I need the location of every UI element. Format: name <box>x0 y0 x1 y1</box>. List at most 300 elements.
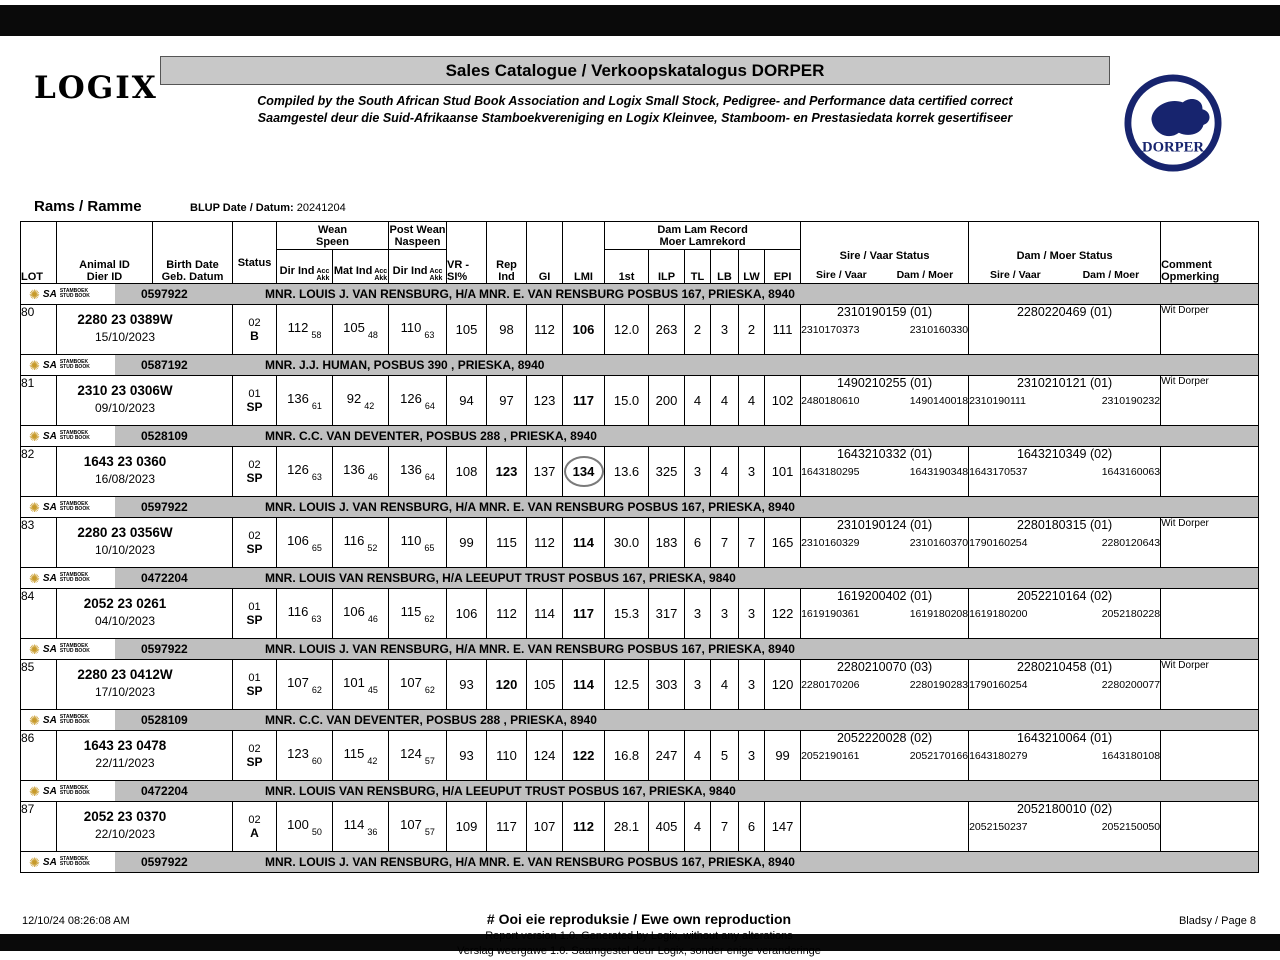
subtitle-af: Saamgestel deur die Suid-Afrikaanse Stamboekvereniging en Logix Kleinvee, Stamboom- en Prestasiedata korrek gesertifiseer <box>257 111 1013 125</box>
lot-number: 80 <box>21 305 57 355</box>
wean-mat-acc: 42 <box>367 756 378 766</box>
wean-dir-acc: 65 <box>311 543 322 553</box>
status-cell <box>233 731 277 781</box>
rep-ind-value: 110 <box>496 748 517 763</box>
status-code: 01 <box>248 600 261 613</box>
sa-studbook-logo: ✺ SA STAMBOEK STUD BOOK <box>21 781 115 801</box>
tl-value: 6 <box>685 518 711 568</box>
section-line <box>34 198 1280 215</box>
dam-status-main: 1643210349 (02) <box>1016 447 1113 461</box>
breeder-name: MNR. LOUIS VAN RENSBURG, H/A LEEUPUT TRUST POSBUS 167, PRIESKA, 9840 <box>265 784 736 798</box>
sa-studbook-logo: ✺ SA STAMBOEK STUD BOOK <box>21 355 115 375</box>
postwean-dir-acc: 64 <box>424 472 435 482</box>
wean-dir-cell <box>277 802 333 852</box>
footer-datetime: 12/10/24 08:26:08 AM <box>22 915 130 927</box>
dam-status-cell <box>969 518 1161 568</box>
gi-value: 123 <box>527 376 563 426</box>
dam-status-sub-left: 1643170537 <box>969 466 1028 478</box>
dam-1st-value: 15.0 <box>605 376 649 426</box>
status-class: SP <box>246 683 263 698</box>
epi-value: 165 <box>765 518 801 568</box>
lot-number: 86 <box>21 731 57 781</box>
sire-status-main: 2052220028 (02) <box>836 731 933 745</box>
comment-text <box>1161 802 1259 852</box>
lot-row <box>21 802 1259 852</box>
animal-cell <box>57 731 233 781</box>
epi-value: 102 <box>765 376 801 426</box>
gi-value: 112 <box>527 305 563 355</box>
animal-cell <box>57 802 233 852</box>
lot-row <box>21 305 1259 355</box>
comment-text: Wit Dorper <box>1161 376 1259 426</box>
dam-1st-value: 15.3 <box>605 589 649 639</box>
sire-status-main: 1619200402 (01) <box>836 589 933 603</box>
sire-status-cell <box>801 447 969 497</box>
sa-logo-flower-icon: ✺ <box>29 428 40 444</box>
postwean-dir-cell <box>389 802 447 852</box>
postwean-dir-value: 136 <box>400 462 422 477</box>
dam-status-main: 2280180315 (01) <box>1016 518 1113 532</box>
birth-date: 17/10/2023 <box>94 685 156 699</box>
report-header <box>0 56 1280 184</box>
wean-dir-acc: 63 <box>311 614 322 624</box>
sa-studbook-logo: ✺ SA STAMBOEK STUD BOOK <box>21 852 115 872</box>
sire-status-sub-left: 1619190361 <box>801 608 860 620</box>
postwean-dir-value: 115 <box>400 604 422 619</box>
ilp-value: 200 <box>649 376 685 426</box>
status-cell <box>233 802 277 852</box>
status-class: SP <box>246 541 263 556</box>
postwean-dir-acc: 63 <box>424 330 435 340</box>
lot-number: 85 <box>21 660 57 710</box>
breeder-row <box>21 781 1259 802</box>
breeder-row <box>21 426 1259 447</box>
breeder-id: 0528109 <box>141 429 188 443</box>
lb-value: 3 <box>711 305 739 355</box>
status-cell <box>233 518 277 568</box>
breeder-row <box>21 639 1259 660</box>
breeder-name: MNR. LOUIS J. VAN RENSBURG, H/A MNR. E. VAN RENSBURG POSBUS 167, PRIESKA, 8940 <box>265 287 795 301</box>
animal-id: 2280 23 0412W <box>77 667 173 682</box>
gi-value: 124 <box>527 731 563 781</box>
footer-note-line1: Report version 1.0. Generated by Logix, without any alterations <box>485 930 793 942</box>
wean-mat-value: 116 <box>343 533 365 548</box>
sire-status-sub-right: 1619180208 <box>909 608 969 620</box>
lmi-value: 117 <box>573 393 594 408</box>
epi-value: 120 <box>765 660 801 710</box>
epi-value: 122 <box>765 589 801 639</box>
dorper-logo-text: DORPER <box>1141 139 1205 156</box>
sa-studbook-logo: ✺ SA STAMBOEK STUD BOOK <box>21 497 115 517</box>
wean-mat-acc: 48 <box>367 330 378 340</box>
catalogue-table <box>20 221 1259 873</box>
page-title: Sales Catalogue / Verkoopskatalogus DORPER <box>160 56 1110 85</box>
dam-status-sub-right: 2052180228 <box>1101 608 1161 620</box>
sire-status-cell <box>801 802 969 852</box>
col-header-dam-status: Dam / Moer Status Sire / Vaar Dam / Moer <box>969 222 1161 284</box>
wean-dir-cell <box>277 731 333 781</box>
breeder-name: MNR. LOUIS J. VAN RENSBURG, H/A MNR. E. VAN RENSBURG POSBUS 167, PRIESKA, 8940 <box>265 855 795 869</box>
wean-mat-cell <box>333 589 389 639</box>
sire-status-sub-right: 2280190283 <box>909 679 969 691</box>
lw-value: 3 <box>739 660 765 710</box>
dam-status-cell <box>969 376 1161 426</box>
status-cell <box>233 589 277 639</box>
gi-value: 114 <box>527 589 563 639</box>
wean-dir-value: 112 <box>287 320 309 335</box>
col-header-postwean-group: Post Wean Naspeen <box>389 223 446 248</box>
animal-cell <box>57 660 233 710</box>
col-header-tl: TL <box>685 250 711 284</box>
ilp-value: 317 <box>649 589 685 639</box>
postwean-dir-value: 124 <box>400 746 422 761</box>
postwean-dir-cell <box>389 518 447 568</box>
postwean-dir-acc: 57 <box>424 827 435 837</box>
sa-logo-flower-icon: ✺ <box>29 286 40 302</box>
sire-status-cell <box>801 660 969 710</box>
epi-value: 147 <box>765 802 801 852</box>
sire-status-sub-left: 2052190161 <box>801 750 860 762</box>
status-code: 02 <box>248 529 261 542</box>
tl-value: 3 <box>685 447 711 497</box>
postwean-dir-cell <box>389 731 447 781</box>
top-black-bar <box>0 5 1280 36</box>
dam-status-cell <box>969 589 1161 639</box>
sa-logo-flower-icon: ✺ <box>29 357 40 373</box>
wean-mat-value: 101 <box>343 675 365 690</box>
sire-status-cell <box>801 518 969 568</box>
wean-dir-cell <box>277 660 333 710</box>
dam-status-cell <box>969 305 1161 355</box>
dam-status-cell <box>969 660 1161 710</box>
postwean-dir-value: 107 <box>400 675 422 690</box>
sa-logo-flower-icon: ✺ <box>29 570 40 586</box>
wean-dir-value: 123 <box>287 746 309 761</box>
wean-mat-cell <box>333 731 389 781</box>
sire-status-cell <box>801 376 969 426</box>
lmi-value: 114 <box>573 677 594 692</box>
sa-studbook-logo: ✺ SA STAMBOEK STUD BOOK <box>21 710 115 730</box>
dam-status-sub-right: 2052150050 <box>1101 821 1161 833</box>
dam-1st-value: 16.8 <box>605 731 649 781</box>
vr-si-value: 93 <box>447 731 487 781</box>
gi-value: 107 <box>527 802 563 852</box>
col-header-ilp: ILP <box>649 250 685 284</box>
wean-dir-cell <box>277 305 333 355</box>
dam-1st-value: 13.6 <box>605 447 649 497</box>
col-header-lw: LW <box>739 250 765 284</box>
dam-status-main: 2280220469 (01) <box>1016 305 1113 319</box>
footer-page-number: Bladsy / Page 8 <box>1178 915 1256 927</box>
sire-status-sub-left: 2310160329 <box>801 537 860 549</box>
wean-mat-cell <box>333 518 389 568</box>
sire-status-main: 1643210332 (01) <box>836 447 933 461</box>
section-title: Rams / Ramme <box>34 198 142 215</box>
lot-row <box>21 731 1259 781</box>
wean-mat-cell <box>333 447 389 497</box>
postwean-dir-acc: 64 <box>424 401 435 411</box>
tl-value: 4 <box>685 376 711 426</box>
dam-status-sub-left: 2052150237 <box>969 821 1028 833</box>
sa-studbook-logo: ✺ SA STAMBOEK STUD BOOK <box>21 426 115 446</box>
status-cell <box>233 305 277 355</box>
dorper-logo <box>1124 74 1222 172</box>
wean-mat-value: 105 <box>343 320 365 335</box>
lot-number: 82 <box>21 447 57 497</box>
blup-date-value: 20241204 <box>296 202 346 214</box>
ilp-value: 263 <box>649 305 685 355</box>
comment-text: Wit Dorper <box>1161 660 1259 710</box>
dam-status-sub-right: 2280200077 <box>1101 679 1161 691</box>
epi-value: 101 <box>765 447 801 497</box>
lb-value: 7 <box>711 518 739 568</box>
breeder-row <box>21 284 1259 305</box>
sire-status-cell <box>801 731 969 781</box>
col-header-birth-date: Birth Date Geb. Datum <box>153 222 233 284</box>
wean-dir-acc: 50 <box>311 827 322 837</box>
rep-ind-value: 123 <box>495 464 518 479</box>
rep-ind-value: 120 <box>495 677 518 692</box>
lot-row <box>21 589 1259 639</box>
wean-mat-cell <box>333 305 389 355</box>
breeder-id: 0587192 <box>141 358 188 372</box>
vr-si-value: 93 <box>447 660 487 710</box>
postwean-dir-cell <box>389 589 447 639</box>
postwean-dir-cell <box>389 447 447 497</box>
col-header-lb: LB <box>711 250 739 284</box>
sa-studbook-logo: ✺ SA STAMBOEK STUD BOOK <box>21 639 115 659</box>
wean-mat-value: 106 <box>343 604 365 619</box>
dam-status-cell <box>969 447 1161 497</box>
gi-value: 105 <box>527 660 563 710</box>
lw-value: 3 <box>739 731 765 781</box>
postwean-dir-acc: 65 <box>424 543 435 553</box>
status-code: 02 <box>248 813 261 826</box>
dam-1st-value: 12.5 <box>605 660 649 710</box>
birth-date: 22/11/2023 <box>95 756 155 770</box>
postwean-dir-acc: 62 <box>424 685 435 695</box>
status-class: B <box>250 328 259 343</box>
status-class: SP <box>246 612 263 627</box>
birth-date: 10/10/2023 <box>94 543 156 557</box>
sire-status-sub-right: 2052170166 <box>909 750 969 762</box>
lb-value: 7 <box>711 802 739 852</box>
col-header-post-dir-ind: Dir Ind Acc Akk <box>389 250 447 284</box>
dam-status-sub-right: 1643160063 <box>1101 466 1161 478</box>
tl-value: 4 <box>685 802 711 852</box>
col-header-vr-si: VR - SI% <box>447 222 487 284</box>
footer-note-title: # Ooi eie reproduksie / Ewe own reproduction <box>486 911 792 927</box>
rep-ind-value: 115 <box>496 535 517 550</box>
sire-status-main: 2280210070 (03) <box>836 660 933 674</box>
tl-value: 2 <box>685 305 711 355</box>
breeder-row <box>21 568 1259 589</box>
col-header-sire-status: Sire / Vaar Status Sire / Vaar Dam / Moer <box>801 222 969 284</box>
vr-si-value: 108 <box>447 447 487 497</box>
wean-mat-value: 115 <box>343 746 365 761</box>
postwean-dir-value: 107 <box>400 817 422 832</box>
vr-si-value: 99 <box>447 518 487 568</box>
col-header-lmi: LMI <box>563 222 605 284</box>
wean-dir-value: 106 <box>287 533 309 548</box>
dam-status-main: 1643210064 (01) <box>1016 731 1113 745</box>
status-class: SP <box>246 470 263 485</box>
wean-mat-acc: 52 <box>367 543 378 553</box>
col-header-wean-group: Wean Speen <box>277 222 389 250</box>
dam-status-sub-right: 2310190232 <box>1101 395 1161 407</box>
lw-value: 6 <box>739 802 765 852</box>
lb-value: 3 <box>711 589 739 639</box>
sire-status-sub-right: 2310160330 <box>909 324 969 336</box>
col-header-wean-mat-ind: Mat Ind Acc Akk <box>333 250 389 284</box>
wean-dir-cell <box>277 376 333 426</box>
breeder-row <box>21 710 1259 731</box>
col-header-status: Status <box>233 222 277 284</box>
breeder-name: MNR. LOUIS J. VAN RENSBURG, H/A MNR. E. VAN RENSBURG POSBUS 167, PRIESKA, 8940 <box>265 642 795 656</box>
lmi-value: 117 <box>573 606 594 621</box>
lmi-value: 106 <box>572 322 595 337</box>
wean-mat-acc: 46 <box>367 614 378 624</box>
comment-text: Wit Dorper <box>1161 518 1259 568</box>
wean-dir-value: 136 <box>287 391 309 406</box>
breeder-id: 0597922 <box>141 642 188 656</box>
postwean-dir-value: 110 <box>400 533 422 548</box>
rep-ind-value: 97 <box>499 393 514 408</box>
dam-status-sub-left: 2310190111 <box>969 395 1026 407</box>
col-header-wean-dir-ind: Dir Ind Acc Akk <box>277 250 333 284</box>
status-code: 01 <box>248 671 261 684</box>
wean-mat-value: 114 <box>343 817 365 832</box>
status-cell <box>233 447 277 497</box>
wean-mat-cell <box>333 802 389 852</box>
col-header-comment: Comment Opmerking <box>1161 222 1259 284</box>
animal-cell <box>57 376 233 426</box>
col-header-lot: LOT <box>21 222 57 284</box>
animal-id: 2052 23 0261 <box>83 596 167 611</box>
wean-dir-acc: 63 <box>311 472 322 482</box>
sire-status-cell <box>801 589 969 639</box>
birth-date: 22/10/2023 <box>94 827 156 841</box>
vr-si-value: 94 <box>447 376 487 426</box>
animal-id: 2310 23 0306W <box>77 383 173 398</box>
animal-cell <box>57 305 233 355</box>
dam-1st-value: 28.1 <box>605 802 649 852</box>
animal-cell <box>57 589 233 639</box>
col-header-animal-id: Animal ID Dier ID <box>57 222 153 284</box>
status-code: 02 <box>248 742 261 755</box>
animal-id: 1643 23 0478 <box>83 738 167 753</box>
comment-text <box>1161 731 1259 781</box>
tl-value: 3 <box>685 660 711 710</box>
wean-dir-acc: 60 <box>311 756 322 766</box>
sire-status-cell <box>801 305 969 355</box>
postwean-dir-value: 126 <box>400 391 422 406</box>
lw-value: 4 <box>739 376 765 426</box>
comment-text: Wit Dorper <box>1161 305 1259 355</box>
sire-status-main <box>801 802 968 816</box>
lmi-value: 122 <box>572 748 595 763</box>
blup-date-label: BLUP Date / Datum: <box>190 202 294 214</box>
wean-dir-cell <box>277 518 333 568</box>
animal-id: 1643 23 0360 <box>83 454 167 469</box>
ilp-value: 183 <box>649 518 685 568</box>
wean-dir-value: 100 <box>287 817 309 832</box>
report-footer <box>0 911 1280 957</box>
sire-status-sub-left: 2310170373 <box>801 324 860 336</box>
wean-dir-value: 126 <box>287 462 309 477</box>
wean-mat-acc: 45 <box>367 685 378 695</box>
animal-id: 2052 23 0370 <box>83 809 167 824</box>
lot-row <box>21 518 1259 568</box>
dam-status-sub-left: 1619180200 <box>969 608 1028 620</box>
dam-status-main: 2052180010 (02) <box>1016 802 1113 816</box>
gi-value: 137 <box>527 447 563 497</box>
status-cell <box>233 376 277 426</box>
wean-dir-acc: 62 <box>311 685 322 695</box>
breeder-name: MNR. LOUIS VAN RENSBURG, H/A LEEUPUT TRUST POSBUS 167, PRIESKA, 9840 <box>265 571 736 585</box>
sa-logo-flower-icon: ✺ <box>29 854 40 870</box>
tl-value: 4 <box>685 731 711 781</box>
dam-status-cell <box>969 731 1161 781</box>
postwean-dir-acc: 57 <box>424 756 435 766</box>
dam-status-main: 2280210458 (01) <box>1016 660 1113 674</box>
breeder-name: MNR. C.C. VAN DEVENTER, POSBUS 288 , PRIESKA, 8940 <box>265 713 597 727</box>
lmi-value: 112 <box>573 819 594 834</box>
animal-id: 2280 23 0389W <box>77 312 173 327</box>
animal-cell <box>57 447 233 497</box>
animal-cell <box>57 518 233 568</box>
lot-number: 84 <box>21 589 57 639</box>
status-code: 02 <box>248 458 261 471</box>
breeder-row <box>21 852 1259 873</box>
wean-mat-acc: 36 <box>367 827 378 837</box>
wean-dir-cell <box>277 447 333 497</box>
lot-number: 87 <box>21 802 57 852</box>
dam-status-sub-right: 2280120643 <box>1101 537 1161 549</box>
breeder-id: 0597922 <box>141 287 188 301</box>
sa-logo-flower-icon: ✺ <box>29 641 40 657</box>
lb-value: 4 <box>711 660 739 710</box>
birth-date: 15/10/2023 <box>94 330 156 344</box>
breeder-id: 0597922 <box>141 500 188 514</box>
breeder-id: 0597922 <box>141 855 188 869</box>
animal-id: 2280 23 0356W <box>77 525 173 540</box>
vr-si-value: 106 <box>447 589 487 639</box>
lot-row <box>21 660 1259 710</box>
sire-status-main: 2310190124 (01) <box>836 518 933 532</box>
gi-value: 112 <box>527 518 563 568</box>
ilp-value: 325 <box>649 447 685 497</box>
wean-dir-value: 107 <box>287 675 309 690</box>
ilp-value: 247 <box>649 731 685 781</box>
postwean-dir-value: 110 <box>400 320 422 335</box>
rep-ind-value: 117 <box>496 819 517 834</box>
lot-row <box>21 447 1259 497</box>
sire-status-sub-right: 1490140018 <box>909 395 969 407</box>
lw-value: 2 <box>739 305 765 355</box>
breeder-id: 0472204 <box>141 571 188 585</box>
wean-dir-value: 116 <box>287 604 309 619</box>
birth-date: 04/10/2023 <box>94 614 156 628</box>
breeder-row <box>21 355 1259 376</box>
lmi-value: 114 <box>573 535 594 550</box>
subtitle-en: Compiled by the South African Stud Book Association and Logix Small Stock, Pedigree- and Performance data certified correct <box>257 94 1013 108</box>
breeder-id: 0528109 <box>141 713 188 727</box>
col-header-1st: 1st <box>605 250 649 284</box>
status-code: 02 <box>248 316 261 329</box>
sire-status-sub-left: 1643180295 <box>801 466 860 478</box>
sire-status-sub-right: 1643190348 <box>909 466 969 478</box>
